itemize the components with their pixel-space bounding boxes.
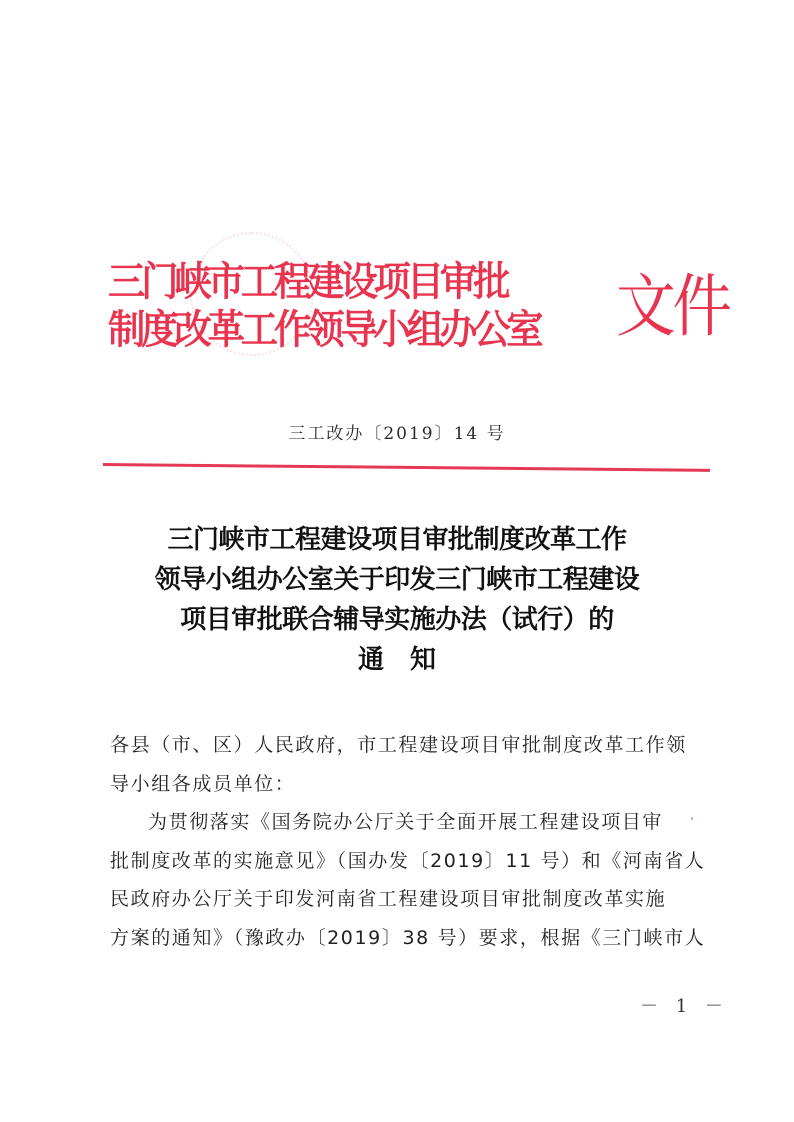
issuer-header bbox=[108, 258, 729, 358]
title-line-3: 项目审批联合辅导实施办法（试行）的 bbox=[180, 605, 614, 635]
paragraph-line-4: 方案的通知》（豫政办〔2019〕38 号）要求，根据《三门峡市人 bbox=[110, 926, 706, 949]
document-number: 三工改办〔2019〕14 号 bbox=[288, 424, 506, 444]
page-number: － 1 － bbox=[640, 996, 729, 1017]
issuer-name-line-1: 三门峡市工程建设项目审批 bbox=[108, 259, 507, 305]
red-divider-line bbox=[103, 463, 710, 472]
title-line-4: 通知 bbox=[357, 645, 462, 675]
title-line-2: 领导小组办公室关于印发三门峡市工程建设 bbox=[154, 565, 640, 595]
issuer-name bbox=[108, 258, 616, 354]
salutation-line-2: 导小组各成员单位： bbox=[110, 772, 296, 795]
salutation-line-1: 各县（市、区）人民政府，市工程建设项目审批制度改革工作领 bbox=[110, 734, 687, 756]
scan-speck bbox=[691, 817, 693, 820]
document-body bbox=[110, 726, 706, 957]
title-line-1: 三门峡市工程建设项目审批制度改革工作 bbox=[167, 525, 627, 555]
paragraph-line-2: 批制度改革的实施意见》（国办发〔2019〕11 号）和《河南省人 bbox=[110, 849, 706, 872]
document-type-label: 文件 bbox=[616, 268, 729, 347]
paragraph-line-3: 民政府办公厅关于印发河南省工程建设项目审批制度改革实施 bbox=[110, 888, 667, 910]
document-title bbox=[0, 520, 794, 680]
issuer-name-line-2: 制度改革工作领导小组办公室 bbox=[108, 307, 540, 353]
paragraph-line-1: 为贯彻落实《国务院办公厅关于全面开展工程建设项目审 bbox=[148, 811, 664, 833]
